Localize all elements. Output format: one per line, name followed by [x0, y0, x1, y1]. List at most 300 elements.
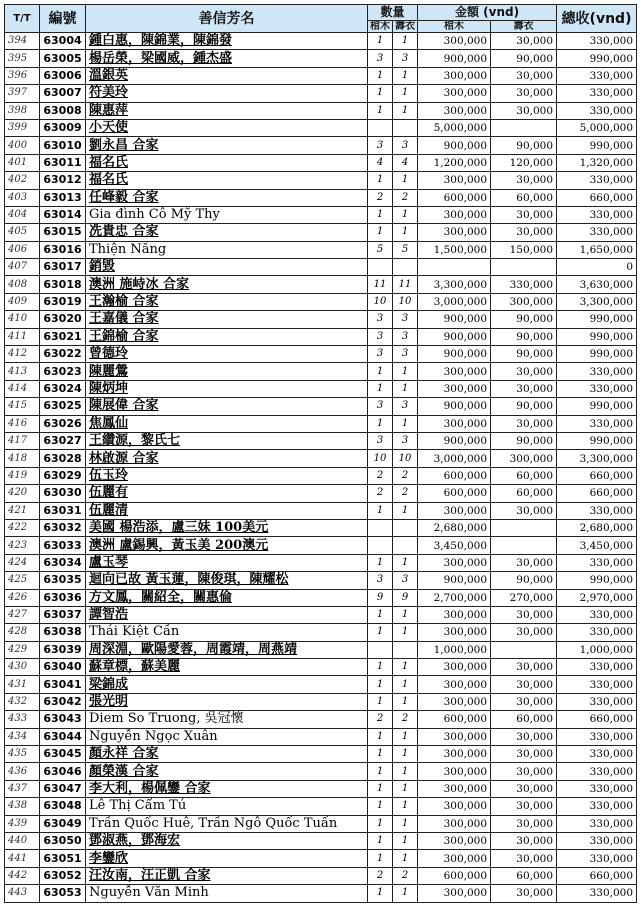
row-amount-shroud — [491, 519, 557, 536]
row-number: 423 — [5, 537, 40, 554]
row-qty-shroud: 10 — [393, 293, 418, 310]
row-donor-name: 劉永昌 合家 — [86, 137, 368, 154]
row-amount-shroud: 90,000 — [491, 572, 557, 589]
row-qty-coffin: 1 — [368, 815, 393, 832]
row-qty-coffin — [368, 641, 393, 658]
row-number: 420 — [5, 485, 40, 502]
row-qty-coffin: 1 — [368, 763, 393, 780]
row-donor-name: Diem So Truong, 吳冠懷 — [86, 711, 368, 728]
row-total: 330,000 — [557, 363, 637, 380]
row-donor-name: 林啟源 合家 — [86, 450, 368, 467]
table-row — [5, 572, 637, 589]
row-number: 395 — [5, 50, 40, 67]
row-total: 330,000 — [557, 502, 637, 519]
row-qty-shroud: 3 — [393, 432, 418, 449]
row-amount-coffin: 600,000 — [418, 485, 491, 502]
row-amount-shroud: 30,000 — [491, 659, 557, 676]
row-amount-coffin: 900,000 — [418, 572, 491, 589]
row-amount-coffin: 3,450,000 — [418, 537, 491, 554]
table-row — [5, 33, 637, 50]
row-qty-shroud: 1 — [393, 659, 418, 676]
row-code: 63024 — [40, 380, 86, 397]
table-row — [5, 206, 637, 223]
row-total: 990,000 — [557, 328, 637, 345]
row-number: 426 — [5, 589, 40, 606]
row-amount-shroud: 90,000 — [491, 50, 557, 67]
row-amount-shroud: 60,000 — [491, 711, 557, 728]
row-total: 330,000 — [557, 554, 637, 571]
row-code: 63023 — [40, 363, 86, 380]
row-amount-coffin: 300,000 — [418, 172, 491, 189]
row-code: 63004 — [40, 33, 86, 50]
row-qty-shroud: 1 — [393, 624, 418, 641]
row-donor-name: 李大利，楊佩鑾 合家 — [86, 780, 368, 797]
row-number: 424 — [5, 554, 40, 571]
row-code: 63050 — [40, 832, 86, 849]
row-donor-name: Lê Thị Cẩm Tú — [86, 798, 368, 815]
table-row — [5, 728, 637, 745]
table-row — [5, 537, 637, 554]
row-amount-coffin: 300,000 — [418, 676, 491, 693]
row-total: 990,000 — [557, 346, 637, 363]
row-amount-shroud: 330,000 — [491, 276, 557, 293]
row-code: 63049 — [40, 815, 86, 832]
row-amount-shroud: 90,000 — [491, 137, 557, 154]
row-amount-coffin: 2,680,000 — [418, 519, 491, 536]
row-donor-name: 小天使 — [86, 119, 368, 136]
row-amount-coffin: 3,000,000 — [418, 450, 491, 467]
row-number: 404 — [5, 206, 40, 223]
row-total: 330,000 — [557, 224, 637, 241]
row-total: 2,680,000 — [557, 519, 637, 536]
row-amount-coffin: 300,000 — [418, 224, 491, 241]
row-code: 63022 — [40, 346, 86, 363]
row-total: 330,000 — [557, 676, 637, 693]
row-amount-shroud: 30,000 — [491, 380, 557, 397]
row-donor-name: 陳麗鶯 — [86, 363, 368, 380]
row-qty-shroud: 1 — [393, 206, 418, 223]
row-code: 63031 — [40, 502, 86, 519]
row-donor-name: 銷毀 — [86, 259, 368, 276]
row-number: 397 — [5, 85, 40, 102]
row-donor-name: 王錦榆 合家 — [86, 328, 368, 345]
row-total: 330,000 — [557, 885, 637, 902]
row-qty-coffin: 10 — [368, 450, 393, 467]
row-amount-shroud: 60,000 — [491, 867, 557, 884]
row-amount-coffin: 300,000 — [418, 33, 491, 50]
row-qty-shroud: 4 — [393, 154, 418, 171]
row-total: 3,300,000 — [557, 293, 637, 310]
header-tt: T/T — [5, 5, 40, 33]
row-amount-shroud: 30,000 — [491, 502, 557, 519]
row-number: 428 — [5, 624, 40, 641]
row-number: 402 — [5, 172, 40, 189]
row-qty-shroud: 1 — [393, 502, 418, 519]
row-qty-shroud: 2 — [393, 189, 418, 206]
row-total: 660,000 — [557, 467, 637, 484]
row-amount-coffin: 600,000 — [418, 467, 491, 484]
row-donor-name: 周深淵，歐陽愛蓉，周霞靖，周燕靖 — [86, 641, 368, 658]
row-number: 415 — [5, 398, 40, 415]
row-qty-coffin: 3 — [368, 398, 393, 415]
row-total: 330,000 — [557, 172, 637, 189]
row-donor-name: Trần Quốc Huê, Trần Ngô Quốc Tuấn — [86, 815, 368, 832]
table-row — [5, 502, 637, 519]
header-qty: 數量 — [368, 5, 418, 21]
row-total: 330,000 — [557, 780, 637, 797]
row-amount-shroud — [491, 537, 557, 554]
row-qty-coffin: 1 — [368, 380, 393, 397]
row-donor-name: 福名氏 — [86, 154, 368, 171]
row-qty-shroud: 1 — [393, 224, 418, 241]
row-total: 3,450,000 — [557, 537, 637, 554]
row-donor-name: 鄧淑燕，鄧海宏 — [86, 832, 368, 849]
row-code: 63044 — [40, 728, 86, 745]
row-donor-name: 譚智浩 — [86, 606, 368, 623]
row-qty-coffin: 3 — [368, 346, 393, 363]
row-qty-coffin: 3 — [368, 137, 393, 154]
row-amount-shroud — [491, 641, 557, 658]
row-total: 3,630,000 — [557, 276, 637, 293]
row-donor-name: 王纘源，黎氏七 — [86, 432, 368, 449]
row-total: 330,000 — [557, 659, 637, 676]
row-amount-coffin: 300,000 — [418, 380, 491, 397]
row-total: 330,000 — [557, 728, 637, 745]
table-row — [5, 154, 637, 171]
row-qty-shroud: 1 — [393, 415, 418, 432]
table-row — [5, 50, 637, 67]
row-amount-coffin: 2,700,000 — [418, 589, 491, 606]
table-row — [5, 241, 637, 258]
row-qty-shroud: 1 — [393, 728, 418, 745]
row-donor-name: 張光明 — [86, 693, 368, 710]
row-amount-coffin: 300,000 — [418, 554, 491, 571]
row-donor-name: 盧玉琴 — [86, 554, 368, 571]
row-code: 63037 — [40, 606, 86, 623]
row-code: 63032 — [40, 519, 86, 536]
row-donor-name: 符美玲 — [86, 85, 368, 102]
table-row — [5, 67, 637, 84]
row-total: 990,000 — [557, 311, 637, 328]
row-donor-name: 澳洲 盧錫興，黃玉美 200澳元 — [86, 537, 368, 554]
row-qty-shroud: 1 — [393, 67, 418, 84]
row-number: 418 — [5, 450, 40, 467]
row-qty-coffin: 2 — [368, 867, 393, 884]
row-total: 1,650,000 — [557, 241, 637, 258]
row-qty-coffin: 1 — [368, 224, 393, 241]
row-qty-shroud: 1 — [393, 832, 418, 849]
table-row — [5, 276, 637, 293]
row-code: 63046 — [40, 763, 86, 780]
row-qty-coffin: 4 — [368, 154, 393, 171]
row-total: 5,000,000 — [557, 119, 637, 136]
row-total: 330,000 — [557, 415, 637, 432]
row-amount-coffin: 600,000 — [418, 867, 491, 884]
row-total: 330,000 — [557, 33, 637, 50]
row-code: 63026 — [40, 415, 86, 432]
row-total: 330,000 — [557, 763, 637, 780]
table-row — [5, 798, 637, 815]
row-number: 437 — [5, 780, 40, 797]
row-donor-name: 王嘉儀 合家 — [86, 311, 368, 328]
row-code: 63047 — [40, 780, 86, 797]
row-amount-shroud: 60,000 — [491, 467, 557, 484]
row-qty-coffin: 1 — [368, 832, 393, 849]
row-qty-shroud: 5 — [393, 241, 418, 258]
row-qty-shroud: 1 — [393, 746, 418, 763]
row-number: 419 — [5, 467, 40, 484]
row-qty-shroud: 3 — [393, 572, 418, 589]
row-amount-coffin: 300,000 — [418, 624, 491, 641]
row-amount-coffin: 300,000 — [418, 67, 491, 84]
table-row — [5, 137, 637, 154]
row-code: 63014 — [40, 206, 86, 223]
row-amount-coffin: 300,000 — [418, 885, 491, 902]
row-number: 432 — [5, 693, 40, 710]
row-total: 990,000 — [557, 398, 637, 415]
row-qty-shroud: 3 — [393, 137, 418, 154]
row-code: 63010 — [40, 137, 86, 154]
row-amount-coffin: 1,200,000 — [418, 154, 491, 171]
row-code: 63019 — [40, 293, 86, 310]
row-amount-shroud — [491, 259, 557, 276]
row-code: 63051 — [40, 850, 86, 867]
row-amount-coffin: 1,500,000 — [418, 241, 491, 258]
row-number: 411 — [5, 328, 40, 345]
row-number: 436 — [5, 763, 40, 780]
row-amount-coffin: 300,000 — [418, 798, 491, 815]
row-code: 63040 — [40, 659, 86, 676]
row-qty-coffin: 5 — [368, 241, 393, 258]
row-qty-coffin: 1 — [368, 172, 393, 189]
row-code: 63030 — [40, 485, 86, 502]
row-amount-coffin: 300,000 — [418, 693, 491, 710]
row-number: 413 — [5, 363, 40, 380]
row-code: 63009 — [40, 119, 86, 136]
header-amount: 金額 (vnd) — [418, 5, 557, 21]
table-row — [5, 676, 637, 693]
row-qty-shroud: 2 — [393, 867, 418, 884]
row-amount-shroud: 30,000 — [491, 415, 557, 432]
row-code: 63007 — [40, 85, 86, 102]
row-total: 660,000 — [557, 189, 637, 206]
table-row — [5, 415, 637, 432]
row-qty-coffin: 1 — [368, 606, 393, 623]
row-qty-shroud: 11 — [393, 276, 418, 293]
row-qty-shroud: 1 — [393, 33, 418, 50]
header-total: 總收(vnd) — [557, 5, 637, 33]
row-donor-name: 蘇章標，蘇美麗 — [86, 659, 368, 676]
table-row — [5, 380, 637, 397]
row-amount-shroud: 30,000 — [491, 850, 557, 867]
row-donor-name: 伍玉玲 — [86, 467, 368, 484]
row-number: 394 — [5, 33, 40, 50]
row-total: 330,000 — [557, 102, 637, 119]
row-number: 403 — [5, 189, 40, 206]
row-donor-name: 伍麗有 — [86, 485, 368, 502]
row-qty-coffin: 1 — [368, 659, 393, 676]
row-donor-name: 顏永祥 合家 — [86, 746, 368, 763]
row-total: 660,000 — [557, 485, 637, 502]
row-qty-coffin: 3 — [368, 432, 393, 449]
row-amount-shroud: 300,000 — [491, 450, 557, 467]
row-amount-coffin: 300,000 — [418, 850, 491, 867]
row-code: 63012 — [40, 172, 86, 189]
row-qty-shroud: 1 — [393, 85, 418, 102]
row-amount-coffin: 300,000 — [418, 763, 491, 780]
row-amount-shroud: 120,000 — [491, 154, 557, 171]
row-qty-coffin: 1 — [368, 780, 393, 797]
row-qty-coffin — [368, 259, 393, 276]
row-number: 435 — [5, 746, 40, 763]
row-qty-shroud: 2 — [393, 485, 418, 502]
row-amount-shroud: 30,000 — [491, 363, 557, 380]
table-header — [5, 5, 637, 33]
row-amount-shroud: 30,000 — [491, 746, 557, 763]
table-row — [5, 519, 637, 536]
row-qty-coffin: 1 — [368, 554, 393, 571]
row-amount-coffin: 300,000 — [418, 832, 491, 849]
row-number: 399 — [5, 119, 40, 136]
row-code: 63025 — [40, 398, 86, 415]
row-qty-coffin: 1 — [368, 850, 393, 867]
row-total: 990,000 — [557, 50, 637, 67]
row-qty-shroud: 2 — [393, 711, 418, 728]
row-amount-shroud: 30,000 — [491, 728, 557, 745]
row-total: 2,970,000 — [557, 589, 637, 606]
row-number: 416 — [5, 415, 40, 432]
header-name: 善信芳名 — [86, 5, 368, 33]
row-number: 414 — [5, 380, 40, 397]
row-qty-shroud: 3 — [393, 50, 418, 67]
row-amount-shroud: 30,000 — [491, 606, 557, 623]
row-total: 330,000 — [557, 606, 637, 623]
row-code: 63029 — [40, 467, 86, 484]
row-code: 63039 — [40, 641, 86, 658]
row-number: 443 — [5, 885, 40, 902]
row-amount-shroud: 30,000 — [491, 172, 557, 189]
row-donor-name: 楊岳榮，梁國威，鍾杰盛 — [86, 50, 368, 67]
row-donor-name: Thiện Năng — [86, 241, 368, 258]
row-donor-name: 美國 楊浩添，盧三妹 100美元 — [86, 519, 368, 536]
row-total: 990,000 — [557, 432, 637, 449]
row-amount-coffin: 900,000 — [418, 311, 491, 328]
row-amount-shroud — [491, 119, 557, 136]
row-amount-coffin: 300,000 — [418, 606, 491, 623]
row-total: 1,320,000 — [557, 154, 637, 171]
row-donor-name: 焦鳳仙 — [86, 415, 368, 432]
header-qty-shroud: 壽衣 — [393, 21, 418, 33]
row-amount-coffin — [418, 259, 491, 276]
row-qty-coffin: 1 — [368, 624, 393, 641]
table-row — [5, 328, 637, 345]
row-number: 430 — [5, 659, 40, 676]
row-amount-shroud: 30,000 — [491, 554, 557, 571]
header-amount-coffin: 棺木 — [418, 21, 491, 33]
row-number: 412 — [5, 346, 40, 363]
row-qty-shroud — [393, 537, 418, 554]
row-qty-coffin: 3 — [368, 328, 393, 345]
header-amount-shroud: 壽衣 — [491, 21, 557, 33]
row-amount-coffin: 300,000 — [418, 815, 491, 832]
row-amount-shroud: 30,000 — [491, 224, 557, 241]
row-qty-coffin: 11 — [368, 276, 393, 293]
table-row — [5, 85, 637, 102]
row-number: 439 — [5, 815, 40, 832]
row-qty-coffin: 2 — [368, 467, 393, 484]
table-row — [5, 624, 637, 641]
row-total: 660,000 — [557, 867, 637, 884]
row-amount-coffin: 300,000 — [418, 102, 491, 119]
table-row — [5, 450, 637, 467]
row-amount-coffin: 900,000 — [418, 398, 491, 415]
table-row — [5, 363, 637, 380]
row-amount-shroud: 30,000 — [491, 815, 557, 832]
row-qty-coffin: 9 — [368, 589, 393, 606]
row-qty-coffin: 1 — [368, 746, 393, 763]
row-total: 330,000 — [557, 815, 637, 832]
table-row — [5, 293, 637, 310]
row-donor-name: 迴向已故 黃玉蓮，陳俊琪，陳耀松 — [86, 572, 368, 589]
row-number: 405 — [5, 224, 40, 241]
row-code: 63021 — [40, 328, 86, 345]
row-amount-coffin: 3,300,000 — [418, 276, 491, 293]
row-donor-name: 陳炳坤 — [86, 380, 368, 397]
row-qty-shroud: 10 — [393, 450, 418, 467]
table-row — [5, 711, 637, 728]
row-number: 440 — [5, 832, 40, 849]
row-amount-shroud: 30,000 — [491, 798, 557, 815]
row-qty-coffin: 1 — [368, 102, 393, 119]
row-total: 330,000 — [557, 85, 637, 102]
table-row — [5, 259, 637, 276]
row-code: 63045 — [40, 746, 86, 763]
row-total: 330,000 — [557, 850, 637, 867]
row-qty-shroud: 1 — [393, 606, 418, 623]
row-amount-coffin: 300,000 — [418, 363, 491, 380]
row-code: 63015 — [40, 224, 86, 241]
row-number: 401 — [5, 154, 40, 171]
row-donor-name: 冼貴忠 合家 — [86, 224, 368, 241]
row-qty-coffin: 2 — [368, 711, 393, 728]
row-amount-coffin: 300,000 — [418, 659, 491, 676]
table-row — [5, 172, 637, 189]
row-number: 422 — [5, 519, 40, 536]
table-row — [5, 346, 637, 363]
row-qty-shroud: 1 — [393, 676, 418, 693]
row-amount-shroud: 270,000 — [491, 589, 557, 606]
row-donor-name: 曾德玲 — [86, 346, 368, 363]
row-code: 63027 — [40, 432, 86, 449]
table-row — [5, 867, 637, 884]
row-code: 63034 — [40, 554, 86, 571]
row-total: 330,000 — [557, 798, 637, 815]
row-amount-coffin: 900,000 — [418, 328, 491, 345]
header-qty-coffin: 棺木 — [368, 21, 393, 33]
row-amount-shroud: 90,000 — [491, 398, 557, 415]
row-total: 330,000 — [557, 206, 637, 223]
row-donor-name: 王瀚榆 合家 — [86, 293, 368, 310]
row-amount-shroud: 60,000 — [491, 485, 557, 502]
table-row — [5, 432, 637, 449]
row-number: 433 — [5, 711, 40, 728]
table-row — [5, 815, 637, 832]
row-amount-coffin: 300,000 — [418, 746, 491, 763]
row-code: 63005 — [40, 50, 86, 67]
table-row — [5, 554, 637, 571]
header-code: 編號 — [40, 5, 86, 33]
row-donor-name: Thái Kiệt Cần — [86, 624, 368, 641]
